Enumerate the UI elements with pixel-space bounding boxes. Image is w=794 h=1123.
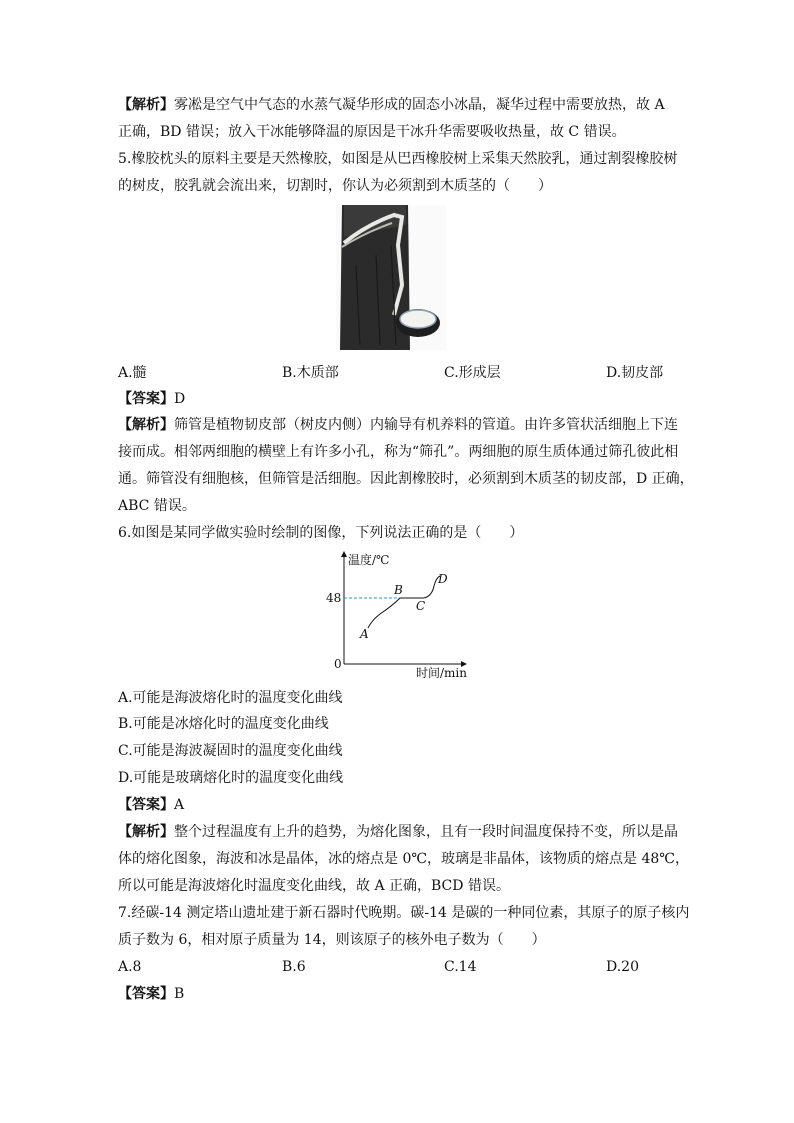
q5-option-d: D.韧皮部 [606, 365, 664, 381]
q5-analysis-line-2: 接而成。相邻两细胞的横壁上有许多小孔，称为“筛孔”。两细胞的原生质体通过筛孔彼此相 [118, 444, 679, 460]
curve-ab [368, 598, 400, 628]
q7-option-a: A.8 [118, 959, 142, 975]
q6-stem: 6.如图是某同学做实验时绘制的图像，下列说法正确的是（ ） [118, 525, 524, 541]
point-d: D [438, 572, 448, 586]
q6-answer: 【答案】A [118, 797, 185, 813]
q5-option-a: A.髓 [118, 365, 147, 381]
temperature-time-graph [320, 548, 470, 680]
q7-option-c: C.14 [444, 959, 477, 975]
x-axis-label: 时间/min [416, 666, 467, 680]
q5-analysis-line-1: 【解析】筛管是植物韧皮部（树皮内侧）内输导有机养料的管道。由许多管状活细胞上下连 [118, 417, 678, 433]
q6-option-a: A.可能是海波熔化时的温度变化曲线 [118, 690, 343, 706]
analysis-label: 【解析】 [118, 97, 174, 113]
q5-answer: 【答案】D [118, 391, 186, 407]
q5-option-c: C.形成层 [444, 365, 501, 381]
rubber-tree-photo [336, 205, 446, 350]
point-c: C [416, 599, 426, 613]
q4-analysis-line-2: 正确，BD 错误；放入干冰能够降温的原因是干冰升华需要吸收热量，故 C 错误。 [118, 124, 626, 140]
q6-option-b: B.可能是冰熔化时的温度变化曲线 [118, 716, 329, 732]
point-a: A [360, 627, 369, 641]
q6-option-d: D.可能是玻璃熔化时的温度变化曲线 [118, 770, 344, 786]
q7-option-b: B.6 [282, 959, 306, 975]
q7-option-d: D.20 [606, 959, 639, 975]
q5-stem-line-1: 5.橡胶枕头的原料主要是天然橡胶，如图是从巴西橡胶树上采集天然胶乳，通过割裂橡胶树 [118, 151, 678, 167]
q7-stem-line-1: 7.经碳-14 测定塔山遗址建于新石器时代晚期。碳-14 是碳的一种同位素，其原子的原子核内 [118, 905, 690, 921]
q6-analysis-line-1: 【解析】整个过程温度有上升的趋势，为熔化图象，且有一段时间温度保持不变，所以是晶 [118, 824, 678, 840]
q6-analysis-line-3: 所以可能是海波熔化时温度变化曲线，故 A 正确，BCD 错误。 [118, 878, 510, 894]
q4-analysis-line-1: 【解析】雾凇是空气中气态的水蒸气凝华形成的固态小冰晶，凝华过程中需要放热，故 A [118, 97, 665, 113]
point-b: B [394, 583, 403, 597]
q7-stem-line-2: 质子数为 6，相对原子质量为 14，则该原子的核外电子数为（ ） [118, 932, 546, 948]
q7-answer: 【答案】B [118, 986, 185, 1002]
y-axis-label: 温度/℃ [348, 553, 390, 567]
q5-analysis-line-4: ABC 错误。 [118, 498, 196, 514]
origin-label: 0 [334, 657, 342, 671]
q6-option-c: C.可能是海波凝固时的温度变化曲线 [118, 743, 343, 759]
q5-analysis-line-3: 通。筛管没有细胞核，但筛管是活细胞。因此割橡胶时，必须割到木质茎的韧皮部，D 正确， [118, 471, 694, 487]
q5-stem-line-2: 的树皮，胶乳就会流出来，切割时，你认为必须割到木质茎的（ ） [118, 178, 552, 194]
q5-option-b: B.木质部 [282, 365, 339, 381]
y-tick-48: 48 [326, 591, 342, 605]
q6-analysis-line-2: 体的熔化图象，海波和冰是晶体，冰的熔点是 0℃，玻璃是非晶体，该物质的熔点是 48℃， [118, 851, 689, 867]
